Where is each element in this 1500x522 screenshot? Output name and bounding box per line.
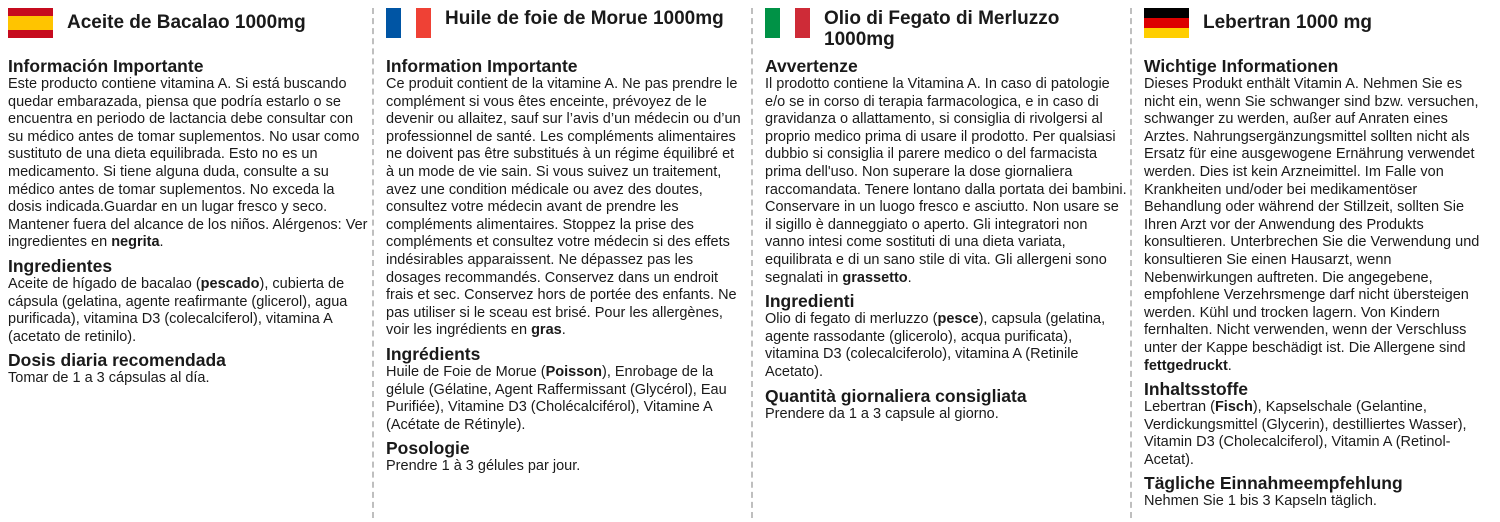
ingredients-heading: Ingredienti xyxy=(765,291,855,312)
info-text: Il prodotto contiene la Vitamina A. In caso di patologie e/o se in corso di terapia farmacologica, e in caso di gravidanza o allattamento, si consiglia di rivolgersi al proprio medico prima di usare il prodotto. Per qualsiasi dubbio si consiglia il parere medico o del farmacista prima dell'uso. Non superare la dose giornaliera raccomandata. Tenere lontano dalla portata dei bambini. Conservare in un luogo fresco e asciutto. Non usare se il sigillo è danneggiato o aperto. Gli integratori non vanno intesi come sostituti di una dieta variata, equilibrata e di un sano stile di vita. Gli allergeni sono segnalati in grassetto. xyxy=(765,76,1127,286)
info-heading: Información Importante xyxy=(8,56,204,76)
dose-text: Prendere da 1 a 3 capsule al giorno. xyxy=(765,405,999,422)
italy-flag-icon xyxy=(765,8,810,38)
info-heading: Avvertenze xyxy=(765,56,858,76)
info-heading: Wichtige Informationen xyxy=(1144,56,1339,76)
dose-heading: Tägliche Einnahmeempfehlung xyxy=(1144,473,1403,494)
product-title: Olio di Fegato di Merluzzo 1000mg xyxy=(824,8,1060,50)
column-header xyxy=(765,8,1127,52)
dose-text: Nehmen Sie 1 bis 3 Kapseln täglich. xyxy=(1144,493,1377,510)
column-header xyxy=(1144,8,1494,52)
ingredients-heading: Ingredientes xyxy=(8,255,113,276)
france-flag-icon xyxy=(386,8,431,38)
column-spanish xyxy=(8,0,368,522)
info-text: Ce produit contient de la vitamine A. Ne pas prendre le complément si vous êtes enceinte, prévoyez de le devenir ou allaitez, sauf sur l’avis d’un médecin ou d’un professionnel de santé. Les compléments alimentaires ne doivent pas être substitués à un régime équilibré et à un mode de vie sain. Si vous suivez un traitement, avez une condition médicale ou avez des doutes, consultez votre médecin avant de prendre les compléments alimentaires. Stoppez la prise des compléments et consultez votre médecin si des effets indésirables apparaissent. Ne dépassez pas les dosages recommandés. Conservez dans un endroit frais et sec. Conservez hors de portée des enfants. Ne pas utiliser si le sceau est brisé. Pour les allergènes, voir les ingrédients en gras. xyxy=(386,76,741,339)
dose-heading: Dosis diaria recomendada xyxy=(8,350,226,371)
dose-text: Tomar de 1 a 3 cápsulas al día. xyxy=(8,370,210,387)
column-divider xyxy=(751,8,753,518)
ingredients-heading: Ingrédients xyxy=(386,343,481,364)
product-title: Aceite de Bacalao 1000mg xyxy=(67,12,306,33)
column-header xyxy=(386,8,746,52)
column-divider xyxy=(372,8,374,518)
info-text: Dieses Produkt enthält Vitamin A. Nehmen Sie es nicht ein, wenn Sie schwanger sind bzw. versuchen, schwanger zu werden, außer auf Anraten eines Arztes. Nahrungsergänzungsmittel sollten nicht als Ersatz für eine ausgewogene Ernährung verwendet werden. Dies ist kein Arzneimittel. Im Falle von Krankheiten und/oder bei medikamentöser Behandlung oder während der Stillzeit, sollten Sie Ihren Arzt vor der Anwendung des Produkts konsultieren. Unterbrechen Sie die Verwendung und konsultieren Sie einen Hausarzt, wenn Nebenwirkungen auftreten. Die angegebene, empfohlene Verzehrsmenge darf nicht übersteigen werden. Kühl und trocken lagern. Von Kindern fernhalten. Nicht verwenden, wenn der Verschluss unter der Kappe beschädigt ist. Die Allergene sind fettgedruckt. xyxy=(1144,76,1480,374)
column-german xyxy=(1144,0,1494,522)
column-divider xyxy=(1130,8,1132,518)
column-french xyxy=(386,0,746,522)
info-heading: Information Importante xyxy=(386,56,578,76)
spain-flag-icon xyxy=(8,8,53,38)
dose-heading: Quantità giornaliera consigliata xyxy=(765,385,1027,406)
dose-text: Prendre 1 à 3 gélules par jour. xyxy=(386,458,581,475)
germany-flag-icon xyxy=(1144,8,1189,38)
ingredients-text: Huile de Foie de Morue (Poisson), Enrobage de la gélule (Gélatine, Agent Raffermissant (Glycérol), Eau Purifiée), Vitamine D3 (Cholécalciférol), Vitamine A (Acétate de Rétinyle). xyxy=(386,363,727,433)
product-title: Huile de foie de Morue 1000mg xyxy=(445,8,724,29)
ingredients-text: Lebertran (Fisch), Kapselschale (Gelantine, Verdickungsmittel (Glycerin), destilliertes Wasser), Vitamin D3 (Cholecalciferol), Vitamin A (Retinol-Acetat). xyxy=(1144,399,1467,468)
ingredients-text: Olio di fegato di merluzzo (pesce), capsula (gelatina, agente rassodante (glicerolo), acqua purificata), vitamina D3 (colecalciferolo), vitamina A (Retinile Acetato). xyxy=(765,311,1106,380)
dose-heading: Posologie xyxy=(386,438,470,459)
ingredients-text: Aceite de hígado de bacalao (pescado), cubierta de cápsula (gelatina, agente reafirmante (glicerol), agua purificada), vitamina D3 (colecalciferol), vitamina A (acetato de retinilo). xyxy=(8,275,348,345)
column-header xyxy=(8,8,368,52)
product-title: Lebertran 1000 mg xyxy=(1203,12,1372,33)
ingredients-heading: Inhaltsstoffe xyxy=(1144,379,1249,400)
column-italian xyxy=(765,0,1127,522)
info-text: Este producto contiene vitamina A. Si está buscando quedar embarazada, piensa que podría estarlo o se encuentra en periodo de lactancia debe consultar con su médico antes de tomar suplementos. No usar como sustituto de una dieta equilibrada. Esto no es un medicamento. Si tiene alguna duda, consulte a su médico antes de tomar suplementos. No exceda la dosis indicada.Guardar en un lugar fresco y seco. Mantener fuera del alcance de los niños. Alérgenos: Ver ingredientes en negrita. xyxy=(8,76,368,251)
